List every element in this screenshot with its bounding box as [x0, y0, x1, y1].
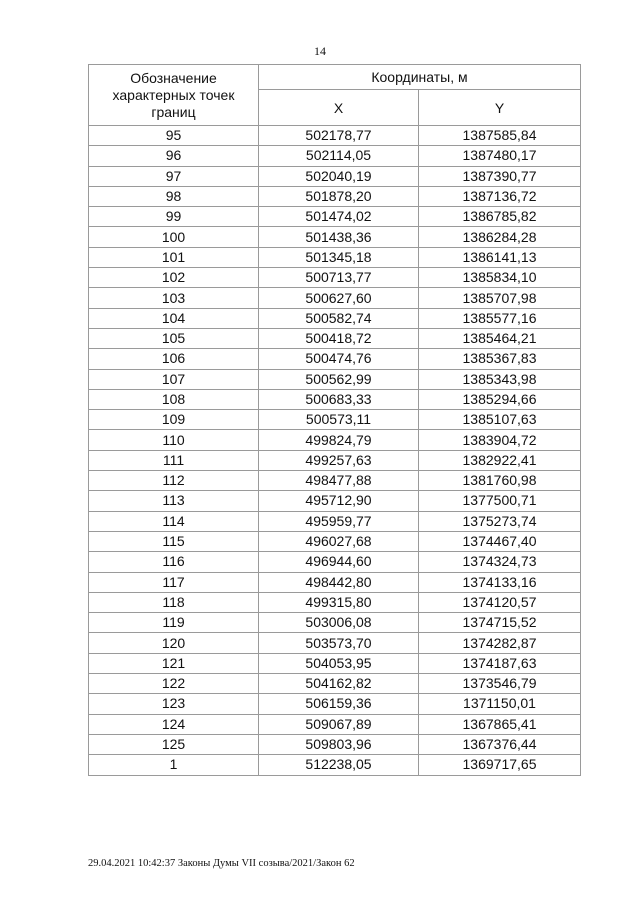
point-id-cell: 110 [89, 430, 259, 450]
y-coordinate-cell: 1387585,84 [419, 126, 581, 146]
y-coordinate-cell: 1386284,28 [419, 227, 581, 247]
y-coordinate-cell: 1371150,01 [419, 694, 581, 714]
y-coordinate-cell: 1385464,21 [419, 328, 581, 348]
y-coordinate-cell: 1377500,71 [419, 491, 581, 511]
point-id-cell: 95 [89, 126, 259, 146]
x-coordinate-cell: 499257,63 [259, 450, 419, 470]
table-row [89, 328, 581, 348]
point-id-cell: 108 [89, 389, 259, 409]
point-id-cell: 105 [89, 328, 259, 348]
y-coordinate-cell: 1385367,83 [419, 349, 581, 369]
x-coordinate-cell: 501438,36 [259, 227, 419, 247]
x-coordinate-cell: 501345,18 [259, 247, 419, 267]
x-coordinate-cell: 500573,11 [259, 410, 419, 430]
point-id-cell: 106 [89, 349, 259, 369]
y-coordinate-cell: 1385343,98 [419, 369, 581, 389]
table-row [89, 146, 581, 166]
table-row [89, 511, 581, 531]
y-coordinate-cell: 1381760,98 [419, 471, 581, 491]
x-coordinate-cell: 502040,19 [259, 166, 419, 186]
point-id-cell: 107 [89, 369, 259, 389]
table-row [89, 308, 581, 328]
y-coordinate-cell: 1385707,98 [419, 288, 581, 308]
table-row [89, 552, 581, 572]
x-coordinate-cell: 502114,05 [259, 146, 419, 166]
header-points: Обозначение характерных точек границ [89, 65, 259, 126]
y-coordinate-cell: 1387390,77 [419, 166, 581, 186]
y-coordinate-cell: 1374282,87 [419, 633, 581, 653]
y-coordinate-cell: 1383904,72 [419, 430, 581, 450]
y-coordinate-cell: 1385294,66 [419, 389, 581, 409]
point-id-cell: 117 [89, 572, 259, 592]
point-id-cell: 98 [89, 186, 259, 206]
table-row [89, 613, 581, 633]
x-coordinate-cell: 512238,05 [259, 755, 419, 775]
table-row [89, 633, 581, 653]
point-id-cell: 101 [89, 247, 259, 267]
y-coordinate-cell: 1385577,16 [419, 308, 581, 328]
x-coordinate-cell: 501878,20 [259, 186, 419, 206]
point-id-cell: 116 [89, 552, 259, 572]
y-coordinate-cell: 1374467,40 [419, 531, 581, 551]
point-id-cell: 123 [89, 694, 259, 714]
x-coordinate-cell: 498477,88 [259, 471, 419, 491]
point-id-cell: 114 [89, 511, 259, 531]
table-row [89, 247, 581, 267]
y-coordinate-cell: 1385107,63 [419, 410, 581, 430]
x-coordinate-cell: 500562,99 [259, 369, 419, 389]
point-id-cell: 96 [89, 146, 259, 166]
point-id-cell: 103 [89, 288, 259, 308]
x-coordinate-cell: 501474,02 [259, 207, 419, 227]
point-id-cell: 97 [89, 166, 259, 186]
table-row [89, 755, 581, 775]
x-coordinate-cell: 500627,60 [259, 288, 419, 308]
table-row [89, 207, 581, 227]
point-id-cell: 109 [89, 410, 259, 430]
point-id-cell: 1 [89, 755, 259, 775]
x-coordinate-cell: 500474,76 [259, 349, 419, 369]
x-coordinate-cell: 496027,68 [259, 531, 419, 551]
table-row [89, 186, 581, 206]
y-coordinate-cell: 1386141,13 [419, 247, 581, 267]
table-row [89, 471, 581, 491]
point-id-cell: 121 [89, 653, 259, 673]
table-row [89, 714, 581, 734]
point-id-cell: 118 [89, 592, 259, 612]
point-id-cell: 102 [89, 268, 259, 288]
y-coordinate-cell: 1367865,41 [419, 714, 581, 734]
y-coordinate-cell: 1374324,73 [419, 552, 581, 572]
table-body [89, 126, 581, 776]
coordinates-table [88, 64, 581, 776]
x-coordinate-cell: 502178,77 [259, 126, 419, 146]
point-id-cell: 125 [89, 734, 259, 754]
x-coordinate-cell: 500582,74 [259, 308, 419, 328]
table-row [89, 349, 581, 369]
table-row [89, 450, 581, 470]
table-row [89, 227, 581, 247]
point-id-cell: 120 [89, 633, 259, 653]
y-coordinate-cell: 1382922,41 [419, 450, 581, 470]
table-row [89, 694, 581, 714]
y-coordinate-cell: 1374715,52 [419, 613, 581, 633]
x-coordinate-cell: 495712,90 [259, 491, 419, 511]
table-row [89, 531, 581, 551]
table-row [89, 166, 581, 186]
x-coordinate-cell: 504162,82 [259, 674, 419, 694]
y-coordinate-cell: 1367376,44 [419, 734, 581, 754]
x-coordinate-cell: 498442,80 [259, 572, 419, 592]
x-coordinate-cell: 499824,79 [259, 430, 419, 450]
point-id-cell: 124 [89, 714, 259, 734]
y-coordinate-cell: 1387136,72 [419, 186, 581, 206]
header-coordinates: Координаты, м [259, 65, 581, 90]
point-id-cell: 99 [89, 207, 259, 227]
table-row [89, 734, 581, 754]
point-id-cell: 113 [89, 491, 259, 511]
point-id-cell: 122 [89, 674, 259, 694]
table-row [89, 674, 581, 694]
y-coordinate-cell: 1374120,57 [419, 592, 581, 612]
point-id-cell: 104 [89, 308, 259, 328]
x-coordinate-cell: 509803,96 [259, 734, 419, 754]
x-coordinate-cell: 499315,80 [259, 592, 419, 612]
x-coordinate-cell: 504053,95 [259, 653, 419, 673]
header-x: X [259, 90, 419, 126]
table-row [89, 288, 581, 308]
x-coordinate-cell: 503573,70 [259, 633, 419, 653]
table-row [89, 126, 581, 146]
table-row [89, 572, 581, 592]
point-id-cell: 112 [89, 471, 259, 491]
y-coordinate-cell: 1374187,63 [419, 653, 581, 673]
table-row [89, 491, 581, 511]
x-coordinate-cell: 503006,08 [259, 613, 419, 633]
header-y: Y [419, 90, 581, 126]
table-row [89, 410, 581, 430]
table-row [89, 430, 581, 450]
table-row [89, 389, 581, 409]
y-coordinate-cell: 1387480,17 [419, 146, 581, 166]
y-coordinate-cell: 1375273,74 [419, 511, 581, 531]
point-id-cell: 115 [89, 531, 259, 551]
point-id-cell: 111 [89, 450, 259, 470]
x-coordinate-cell: 506159,36 [259, 694, 419, 714]
x-coordinate-cell: 496944,60 [259, 552, 419, 572]
page-number: 14 [314, 44, 326, 58]
y-coordinate-cell: 1374133,16 [419, 572, 581, 592]
table-row [89, 653, 581, 673]
y-coordinate-cell: 1386785,82 [419, 207, 581, 227]
table-row [89, 592, 581, 612]
table-row [89, 369, 581, 389]
y-coordinate-cell: 1373546,79 [419, 674, 581, 694]
point-id-cell: 119 [89, 613, 259, 633]
x-coordinate-cell: 500418,72 [259, 328, 419, 348]
y-coordinate-cell: 1385834,10 [419, 268, 581, 288]
y-coordinate-cell: 1369717,65 [419, 755, 581, 775]
point-id-cell: 100 [89, 227, 259, 247]
table-row [89, 268, 581, 288]
x-coordinate-cell: 500713,77 [259, 268, 419, 288]
x-coordinate-cell: 509067,89 [259, 714, 419, 734]
x-coordinate-cell: 495959,77 [259, 511, 419, 531]
x-coordinate-cell: 500683,33 [259, 389, 419, 409]
footer-stamp: 29.04.2021 10:42:37 Законы Думы VII созыва/2021/Закон 62 [88, 858, 355, 869]
